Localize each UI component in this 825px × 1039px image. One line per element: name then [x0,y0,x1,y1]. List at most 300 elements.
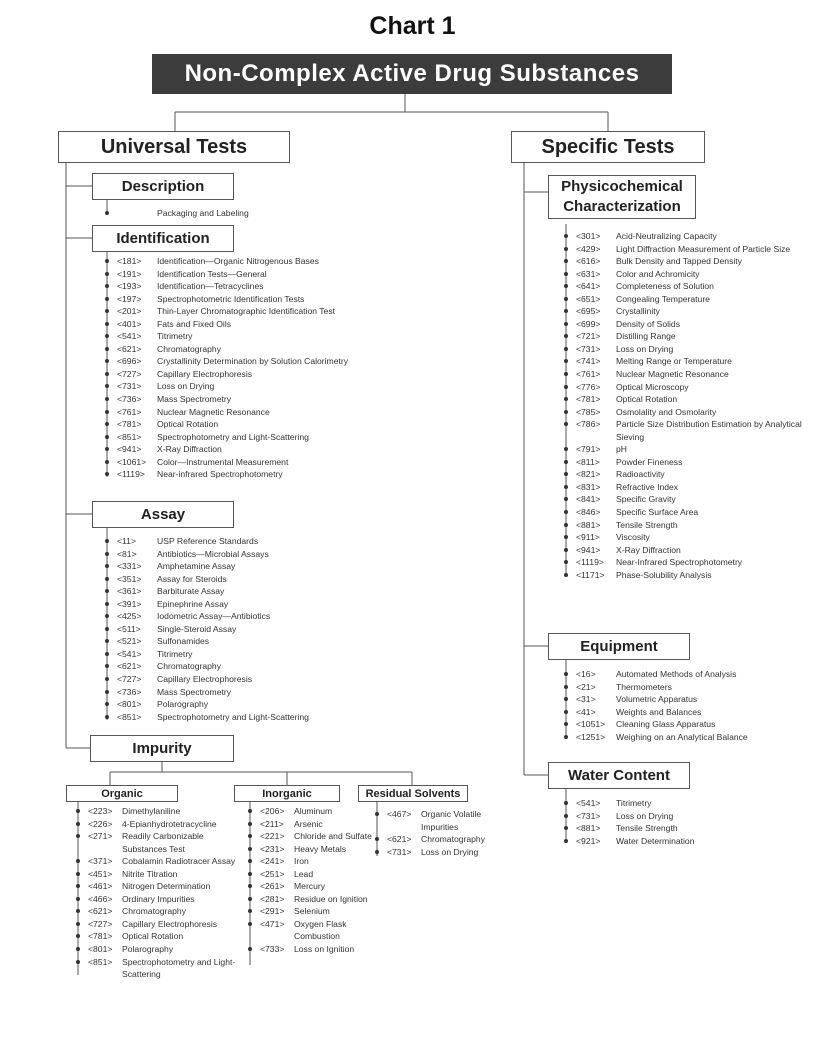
test-name: Assay for Steroids [157,573,227,584]
test-name: Fats and Fixed Oils [157,318,232,329]
test-name: USP Reference Standards [157,536,259,546]
test-code: <741> [576,356,601,367]
test-name: Mercury [294,881,326,892]
test-name: Color and Achromicity [616,268,700,279]
list-item [105,318,348,331]
list-item [105,573,309,586]
test-code: <841> [576,494,601,505]
test-code: <911> [576,532,600,543]
list-item [564,693,814,706]
test-code: <466> [88,893,113,904]
list-item [105,648,309,661]
list-item [564,280,814,293]
test-name: Lead [294,868,314,879]
test-code: <731> [387,846,412,857]
test-name: Spectrophotometric Identification Tests [157,293,305,304]
test-name: Tensile Strength [616,823,678,834]
test-name: Tensile Strength [616,519,678,530]
assay-list [105,535,309,723]
test-name: Loss on Ignition [294,944,355,955]
test-code: <1119> [117,469,145,480]
banner-title: Non-Complex Active Drug Substances [152,54,672,94]
test-name: Water Determination [616,835,695,846]
test-code: <541> [117,648,142,659]
residual-solvents-list [375,808,485,858]
list-item [564,835,814,848]
list-item [564,468,814,481]
list-item [105,468,348,481]
list-item [564,293,814,306]
list-item [375,833,485,846]
test-name: X-Ray Diffraction [616,544,681,555]
test-code: <31> [576,694,596,705]
test-code: <821> [576,469,601,480]
test-code: <361> [117,586,142,597]
list-item [564,381,814,394]
list-item [248,830,373,843]
test-code: <471> [260,918,285,929]
test-code: <786> [576,419,601,430]
list-item [105,280,348,293]
test-name: Readily Carbonizable Substances Test [122,831,204,854]
test-name: Weighing on an Analytical Balance [616,731,748,742]
test-code: <736> [117,394,142,405]
test-name: Specific Gravity [616,494,676,505]
list-item [248,943,373,956]
list-item [564,519,814,532]
test-name: Nitrite Titration [122,868,178,879]
test-name: Polarography [122,944,174,955]
test-name: X-Ray Diffraction [157,444,222,455]
list-item [76,918,236,931]
test-name: Identification—Organic Nitrogenous Bases [157,256,319,266]
list-item [76,830,236,855]
test-code: <781> [576,394,601,405]
list-item [105,660,309,673]
test-code: <206> [260,806,285,816]
test-code: <785> [576,406,601,417]
list-item [564,305,814,318]
list-item [564,230,814,243]
test-name: Spectrophotometry and Light-Scattering [157,431,309,442]
test-name: Spectrophotometry and Light-Scattering [157,711,309,722]
list-item [105,686,309,699]
test-code: <761> [117,406,142,417]
test-name: Thermometers [616,681,672,692]
test-name: Radioactivity [616,469,665,480]
test-name: Chromatography [421,834,486,845]
water-content-list [564,797,814,847]
test-code: <881> [576,823,601,834]
list-item [105,548,309,561]
test-code: <261> [260,881,285,892]
list-item [105,598,309,611]
test-code: <231> [260,843,285,854]
inorganic-box: Inorganic [234,785,340,802]
test-code: <211> [260,818,284,829]
test-code: <727> [117,368,142,379]
list-item [375,808,485,833]
test-name: Nitrogen Determination [122,881,211,892]
list-item [564,443,814,456]
test-name: Cleaning Glass Apparatus [616,719,716,730]
test-code: <941> [576,544,601,555]
list-item [105,711,309,724]
test-name: Residue on Ignition [294,893,368,904]
test-name: Arsenic [294,818,323,829]
test-code: <41> [576,706,596,717]
list-item [76,930,236,943]
test-name: Titrimetry [616,798,652,808]
test-code: <696> [117,356,142,367]
equipment-list [564,668,814,743]
test-name: Particle Size Distribution Estimation by Analytical Sieving [616,419,802,442]
test-code: <461> [88,881,113,892]
test-code: <223> [88,806,113,816]
equipment-box: Equipment [548,633,690,660]
list-item [76,818,236,831]
test-code: <331> [117,561,142,572]
test-code: <831> [576,481,601,492]
test-name: Titrimetry [157,331,193,342]
test-code: <371> [88,856,113,867]
test-name: Aluminum [294,806,333,816]
list-item [105,368,348,381]
list-item [564,368,814,381]
test-code: <425> [117,611,142,622]
list-item [564,355,814,368]
test-name: Capillary Electrophoresis [122,918,218,929]
list-item [105,698,309,711]
list-item [564,268,814,281]
inorganic-list [248,805,373,956]
test-code: <621> [387,834,412,845]
test-name: Nuclear Magnetic Resonance [157,406,270,417]
test-name: Titrimetry [157,648,193,659]
test-code: <193> [117,281,142,292]
test-name: Loss on Drying [157,381,215,392]
test-name: Single-Steroid Assay [157,623,237,634]
test-code: <1251> [576,731,606,742]
list-item [105,585,309,598]
list-item [248,868,373,881]
list-item [105,380,348,393]
test-code: <727> [88,918,113,929]
test-code: <16> [576,669,596,679]
test-name: Polarography [157,699,209,710]
test-name: Mass Spectrometry [157,686,232,697]
test-name: Sulfonamides [157,636,210,647]
test-code: <921> [576,835,601,846]
test-code: <391> [117,598,142,609]
test-code: <241> [260,856,285,867]
test-code: <731> [576,810,601,821]
list-item [248,805,373,818]
test-name: Phase-Solubility Analysis [616,569,712,580]
assay-box: Assay [92,501,234,528]
test-name: Color—Instrumental Measurement [157,456,289,467]
test-code: <351> [117,573,142,584]
test-code: <181> [117,256,142,266]
list-item [105,560,309,573]
test-name: Iodometric Assay—Antibiotics [157,611,271,622]
list-item [248,893,373,906]
test-code: <731> [576,343,601,354]
test-code: <1119> [576,557,604,568]
test-name: Heavy Metals [294,843,347,854]
list-item [105,623,309,636]
chart-label: Chart 1 [369,12,456,40]
test-name: Density of Solids [616,318,681,329]
list-item [564,822,814,835]
test-code: <221> [260,831,285,842]
test-code: <429> [576,243,601,254]
residual-solvents-box: Residual Solvents [358,785,468,802]
list-item [105,268,348,281]
test-code: <197> [117,293,142,304]
test-code: <467> [387,809,412,819]
test-code: <801> [117,699,142,710]
list-item [105,418,348,431]
list-item [105,355,348,368]
test-name: Oxygen Flask Combustion [294,918,347,942]
test-name: Optical Rotation [122,931,184,942]
test-code: <621> [117,661,142,672]
test-code: <541> [576,798,601,808]
test-code: <11> [117,536,136,546]
test-code: <651> [576,293,601,304]
test-code: <271> [88,831,113,842]
test-name: Powder Fineness [616,456,683,467]
list-item [105,443,348,456]
list-item [248,880,373,893]
test-name: Identification—Tetracyclines [157,281,264,292]
list-item [76,805,236,818]
list-item [105,330,348,343]
test-name: Refractive Index [616,481,679,492]
test-code: <846> [576,507,601,518]
test-name: Near-Infrared Spectrophotometry [616,557,743,568]
test-code: <736> [117,686,142,697]
list-item [76,905,236,918]
list-item [564,406,814,419]
identification-list [105,255,348,481]
water-content-box: Water Content [548,762,690,789]
impurity-box: Impurity [90,735,234,762]
list-item [105,293,348,306]
test-name: Organic Volatile Impurities [421,809,482,832]
test-code: <521> [117,636,142,647]
test-code: <851> [117,431,142,442]
list-item [564,255,814,268]
list-item [375,846,485,859]
test-name: Volumetric Apparatus [616,694,698,705]
list-item [105,431,348,444]
test-name: Congealing Temperature [616,293,710,304]
test-name: Specific Surface Area [616,507,699,518]
test-name: Nuclear Magnetic Resonance [616,369,729,380]
test-code: <511> [117,623,141,634]
test-name: Packaging and Labeling [157,208,249,218]
physicochemical-title-line1: Physicochemical [561,178,683,195]
test-code: <21> [576,681,596,692]
test-code: <851> [88,956,113,967]
physicochemical-list [564,230,814,581]
test-code: <226> [88,818,113,829]
list-item [564,569,814,582]
list-item [248,855,373,868]
test-code: <621> [88,906,113,917]
test-code: <201> [117,306,142,317]
list-item [564,556,814,569]
test-code: <251> [260,868,285,879]
test-code: <731> [117,381,142,392]
test-name: Thin-Layer Chromatographic Identification Test [157,306,336,317]
list-item [564,330,814,343]
list-item [76,956,236,981]
organic-list [76,805,236,981]
test-code: <641> [576,281,601,292]
test-name: Selenium [294,906,330,917]
list-item [105,535,309,548]
test-code: <1171> [576,569,605,580]
list-item [564,810,814,823]
list-item [248,818,373,831]
test-name: Antibiotics—Microbial Assays [157,548,269,559]
test-code: <699> [576,318,601,329]
test-name: 4-Epianhydrotetracycline [122,818,217,829]
test-name: Capillary Electrophoresis [157,368,253,379]
test-code: <541> [117,331,142,342]
test-code: <401> [117,318,142,329]
list-item [76,880,236,893]
list-item [76,893,236,906]
test-code: <695> [576,306,601,317]
test-code: <941> [117,444,142,455]
list-item [564,393,814,406]
test-name: Mass Spectrometry [157,394,232,405]
test-name: Chloride and Sulfate [294,831,372,842]
test-name: Dimethylaniline [122,806,181,816]
list-item [105,635,309,648]
list-item [564,243,814,256]
test-code: <727> [117,674,142,685]
universal-tests-box: Universal Tests [58,131,290,163]
test-name: Optical Microscopy [616,381,689,392]
test-code: <631> [576,268,601,279]
list-item [105,673,309,686]
list-item [248,843,373,856]
test-name: Chromatography [157,661,222,672]
test-code: <761> [576,369,601,380]
list-item [76,855,236,868]
test-code: <281> [260,893,285,904]
test-name: Loss on Drying [421,846,479,857]
list-item [105,255,348,268]
test-name: Ordinary Impurities [122,893,195,904]
list-item [564,681,814,694]
test-name: Spectrophotometry and Light-Scattering [122,956,236,980]
test-name: Weights and Balances [616,706,702,717]
list-item [105,207,249,220]
list-item [564,506,814,519]
identification-box: Identification [92,225,234,252]
list-item [564,493,814,506]
physicochemical-box [548,175,696,219]
test-code: <776> [576,381,601,392]
test-name: Amphetamine Assay [157,561,236,572]
list-item [564,318,814,331]
list-item [105,406,348,419]
test-code: <791> [576,444,601,455]
test-code: <781> [88,931,113,942]
list-item [564,544,814,557]
description-list [105,207,249,220]
list-item [564,706,814,719]
list-item [564,718,814,731]
list-item [76,868,236,881]
test-name: Completeness of Solution [616,281,714,292]
description-box: Description [92,173,234,200]
test-name: Crystallinity Determination by Solution Calorimetry [157,356,349,367]
list-item [248,905,373,918]
test-name: Identification Tests—General [157,268,267,279]
test-code: <451> [88,868,113,879]
test-code: <291> [260,906,285,917]
test-code: <1061> [117,456,147,467]
test-code: <616> [576,256,601,267]
list-item [564,481,814,494]
test-name: Loss on Drying [616,810,674,821]
list-item [248,918,373,943]
list-item [76,943,236,956]
test-name: Optical Rotation [157,419,219,430]
test-code: <81> [117,548,137,559]
test-name: Loss on Drying [616,343,674,354]
test-name: Cobalamin Radiotracer Assay [122,856,236,867]
test-name: Iron [294,856,309,867]
list-item [564,797,814,810]
organic-box: Organic [66,785,178,802]
test-name: Acid-Neutralizing Capacity [616,231,717,241]
test-code: <1051> [576,719,606,730]
test-name: Viscosity [616,532,650,543]
test-code: <191> [117,268,142,279]
test-name: Osmolality and Osmolarity [616,406,717,417]
list-item [564,731,814,744]
test-name: Crystallinity [616,306,660,317]
test-name: Automated Methods of Analysis [616,669,737,679]
test-code: <801> [88,944,113,955]
test-name: Capillary Electrophoresis [157,674,253,685]
test-code: <301> [576,231,601,241]
list-item [105,305,348,318]
test-code: <811> [576,456,600,467]
list-item [105,456,348,469]
test-code: <881> [576,519,601,530]
test-name: Chromatography [122,906,187,917]
specific-tests-box: Specific Tests [511,131,705,163]
test-code: <851> [117,711,142,722]
test-name: Chromatography [157,343,222,354]
test-name: Light Diffraction Measurement of Particle Size [616,243,791,254]
list-item [564,343,814,356]
test-name: Bulk Density and Tapped Density [616,256,742,267]
test-name: Optical Rotation [616,394,678,405]
test-name: Epinephrine Assay [157,598,229,609]
list-item [105,393,348,406]
list-item [105,343,348,356]
